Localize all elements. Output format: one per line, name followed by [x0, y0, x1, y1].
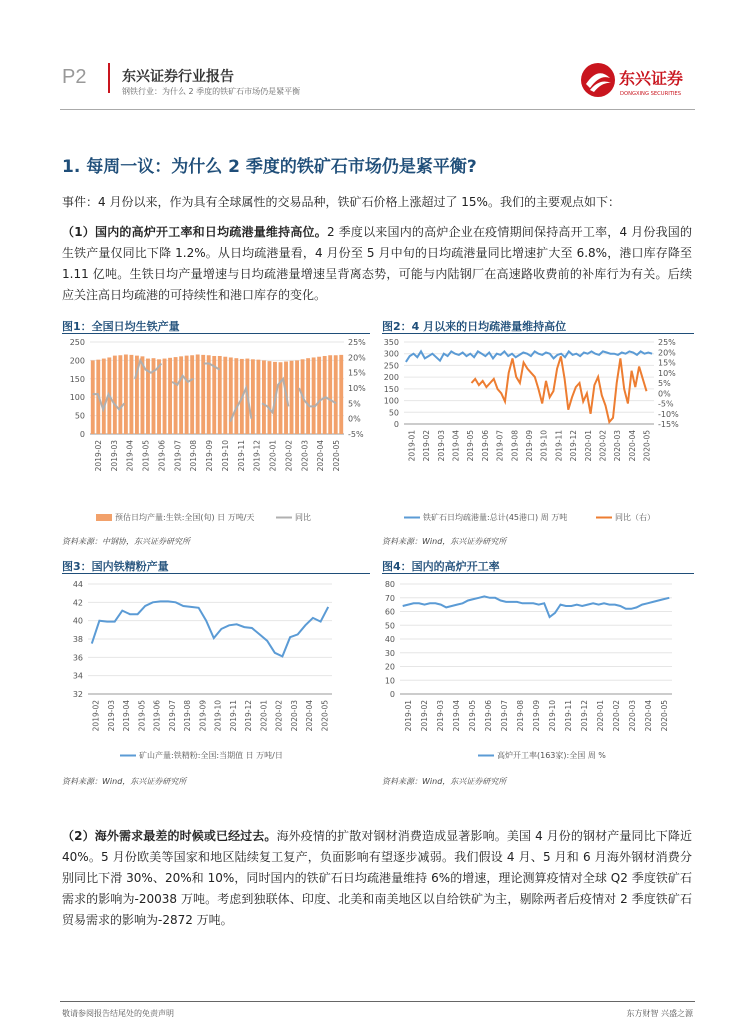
figure-1-title: 图1：全国日均生铁产量 — [62, 320, 180, 333]
bar — [262, 360, 266, 434]
x-tick-label: 2019-04 — [451, 430, 461, 462]
legend-output-swatch — [96, 514, 112, 521]
bar — [323, 356, 327, 434]
x-tick-label: 2019-05 — [137, 700, 147, 732]
x-tick-label: 2019-04 — [125, 440, 135, 472]
bar — [113, 356, 117, 434]
y2-tick-label: 15% — [348, 368, 366, 378]
page-number: P2 — [62, 66, 87, 88]
x-tick-label: 2020-04 — [644, 700, 653, 732]
bar — [185, 356, 189, 434]
point-2-paragraph — [62, 826, 692, 931]
bar — [91, 360, 95, 434]
legend-clearance-label: 铁矿石日均疏港量:总计(45港口) 周 万吨 — [423, 513, 568, 522]
x-tick-label: 2019-05 — [141, 440, 151, 472]
x-tick-label: 2019-11 — [236, 440, 246, 472]
x-tick-label: 2019-08 — [189, 440, 199, 472]
bar — [102, 359, 106, 434]
x-tick-label: 2019-12 — [252, 440, 262, 472]
y2-tick-label: -5% — [658, 399, 674, 409]
y-tick-label: 100 — [69, 393, 85, 403]
y-tick-label: 10 — [384, 676, 395, 686]
yoy-line — [204, 364, 220, 370]
brand-name-en: DONGXING SECURITIES — [620, 91, 682, 97]
legend-yoy-label: 同比 — [295, 513, 311, 522]
bar — [339, 355, 343, 434]
y-tick-label: 40 — [72, 616, 83, 626]
legend-output-label: 预估日均产量:生铁:全国(旬) 日 万吨/天 — [115, 513, 255, 522]
legend-furnace-rate-label: 高炉开工率(163家):全国 周 % — [497, 751, 606, 760]
bar — [328, 355, 332, 434]
x-tick-label: 2019-04 — [452, 700, 461, 732]
chart-pig-iron-output — [62, 336, 372, 528]
y2-tick-label: 0% — [658, 389, 671, 399]
fig-1-rule — [62, 333, 370, 334]
bar — [317, 357, 321, 434]
x-tick-label: 2019-11 — [564, 700, 573, 732]
y-tick-label: 70 — [384, 593, 395, 603]
x-tick-label: 2020-04 — [316, 440, 326, 472]
y2-tick-label: -15% — [658, 420, 679, 429]
y-tick-label: 150 — [69, 374, 85, 384]
figure-3-source: 资料来源：Wind，东兴证券研究所 — [62, 777, 187, 786]
x-tick-label: 2019-09 — [205, 440, 215, 472]
bar — [218, 356, 222, 434]
x-tick-label: 2020-02 — [598, 430, 608, 462]
x-tick-label: 2019-12 — [580, 700, 589, 732]
bar — [268, 361, 272, 434]
report-subtitle: 钢铁行业：为什么 2 季度的铁矿石市场仍是紧平衡 — [122, 87, 301, 96]
y-tick-label: 250 — [69, 338, 85, 347]
x-tick-label: 2019-10 — [548, 700, 557, 732]
legend-yoy-label: 同比（右） — [615, 513, 655, 522]
y-tick-label: 0 — [389, 690, 395, 699]
y2-tick-label: 20% — [658, 348, 676, 358]
bar — [306, 358, 310, 434]
x-tick-label: 2019-12 — [244, 700, 254, 732]
x-tick-label: 2019-09 — [198, 700, 208, 732]
y2-tick-label: 10% — [348, 384, 366, 393]
clearance-line — [406, 351, 652, 362]
x-tick-label: 2019-07 — [500, 700, 509, 732]
x-tick-label: 2019-02 — [420, 700, 429, 732]
bar — [163, 359, 167, 434]
x-tick-label: 2020-01 — [596, 700, 605, 732]
event-paragraph: 事件：4 月份以来，作为具有全球属性的交易品种，铁矿石价格上涨超过了 15%。我们的主要观点如下： — [62, 195, 620, 209]
x-tick-label: 2019-01 — [407, 430, 417, 462]
bar — [223, 357, 227, 434]
chart-blast-furnace-rate — [382, 576, 694, 762]
footer-rule — [60, 1001, 695, 1002]
x-tick-label: 2019-12 — [569, 430, 579, 462]
y-tick-label: 36 — [72, 653, 83, 663]
figure-4-source: 资料来源：Wind，东兴证券研究所 — [382, 777, 507, 786]
x-tick-label: 2019-06 — [484, 700, 493, 732]
x-tick-label: 2019-08 — [183, 700, 193, 732]
y2-tick-label: 25% — [348, 338, 366, 347]
y-tick-label: 50 — [388, 408, 399, 418]
x-tick-label: 2020-04 — [627, 430, 637, 462]
bar — [295, 360, 299, 434]
y-tick-label: 0 — [79, 430, 85, 439]
header-divider — [108, 63, 110, 93]
x-tick-label: 2019-05 — [466, 430, 476, 462]
concentrate-line — [92, 601, 328, 656]
x-tick-label: 2019-03 — [436, 700, 445, 732]
y-tick-label: 0 — [393, 420, 399, 429]
y-tick-label: 250 — [383, 361, 399, 371]
x-tick-label: 2019-03 — [436, 430, 446, 462]
furnace-rate-line — [403, 596, 670, 617]
bar — [279, 362, 283, 434]
x-tick-label: 2019-11 — [228, 700, 238, 732]
x-tick-label: 2019-09 — [525, 430, 534, 462]
bar — [290, 361, 294, 434]
x-tick-label: 2019-07 — [167, 700, 177, 732]
y-tick-label: 60 — [384, 607, 395, 617]
x-tick-label: 2019-02 — [422, 430, 432, 462]
y-tick-label: 38 — [72, 635, 83, 644]
x-tick-label: 2019-05 — [468, 700, 477, 732]
x-tick-label: 2020-04 — [305, 700, 315, 732]
figure-2-title: 图2：4 月以来的日均疏港量维持高位 — [382, 320, 567, 333]
y-tick-label: 200 — [69, 356, 85, 366]
x-tick-label: 2019-06 — [152, 700, 162, 732]
point-2-heading: （2）海外需求最差的时候或已经过去。 — [62, 829, 277, 843]
figure-4-title: 图4：国内的高炉开工率 — [382, 560, 500, 573]
point-1-text: 2 季度以来国内的高炉企业在疫情期间保持高开工率，4 月份我国的生铁产量仅同比下降 1.2%。从日均疏港量看，4 月份至 5 月中旬的日均疏港量同比增速扩大至 6.8%，港口库存降至 1.11 亿吨。生铁日均产量增速与日均疏港量增速呈背离态势，可能与内陆钢厂在高速路收费前的补库行为有关。后续应关注高日均疏港的可持续性和港口库存的变化。 — [62, 225, 692, 302]
y2-tick-label: -5% — [348, 430, 364, 439]
bar — [118, 355, 122, 434]
y2-tick-label: 25% — [658, 338, 676, 347]
x-tick-label: 2020-03 — [628, 700, 637, 732]
header-rule — [60, 109, 695, 110]
point-1-paragraph — [62, 222, 692, 306]
y2-tick-label: 5% — [658, 379, 671, 388]
x-tick-label: 2019-08 — [516, 700, 525, 732]
x-tick-label: 2019-06 — [480, 430, 490, 462]
x-tick-label: 2019-03 — [106, 700, 116, 732]
y-tick-label: 200 — [383, 373, 399, 383]
y2-tick-label: 15% — [658, 358, 676, 368]
bar — [157, 359, 161, 434]
figure-3-title: 图3：国内铁精粉产量 — [62, 560, 169, 573]
bar — [179, 356, 183, 434]
x-tick-label: 2020-02 — [274, 700, 284, 732]
y-tick-label: 50 — [74, 411, 85, 421]
bar — [207, 355, 211, 434]
x-tick-label: 2019-07 — [173, 440, 183, 472]
fig-3-rule — [62, 573, 370, 574]
y-tick-label: 80 — [384, 580, 395, 589]
x-tick-label: 2020-01 — [259, 700, 269, 732]
x-tick-label: 2020-05 — [660, 700, 669, 732]
point-1-heading: （1）国内的高炉开工率和日均疏港量维持高位。 — [62, 225, 327, 239]
bar — [251, 359, 255, 434]
bar — [234, 358, 238, 434]
x-tick-label: 2020-05 — [332, 440, 342, 472]
x-tick-label: 2019-01 — [404, 700, 413, 732]
x-tick-label: 2020-03 — [289, 700, 299, 732]
y-tick-label: 150 — [383, 384, 399, 394]
x-tick-label: 2019-10 — [220, 440, 230, 472]
x-tick-label: 2020-02 — [284, 440, 294, 472]
x-tick-label: 2019-04 — [122, 700, 132, 732]
x-tick-label: 2019-03 — [109, 440, 119, 472]
report-title: 东兴证券行业报告 — [122, 69, 234, 85]
y-tick-label: 44 — [72, 580, 83, 589]
x-tick-label: 2020-05 — [320, 700, 330, 732]
bar — [168, 358, 172, 434]
brand-logo — [578, 58, 690, 102]
y2-tick-label: 0% — [348, 414, 361, 424]
y2-tick-label: 10% — [658, 368, 676, 378]
bar — [190, 355, 194, 434]
brand-name: 东兴证券 — [619, 69, 684, 88]
bar — [129, 355, 133, 434]
x-tick-label: 2019-11 — [554, 430, 564, 462]
y-tick-label: 20 — [384, 662, 395, 672]
chart-iron-concentrate — [62, 576, 372, 762]
x-tick-label: 2019-02 — [93, 440, 103, 472]
x-tick-label: 2019-10 — [539, 430, 549, 462]
x-tick-label: 2019-08 — [510, 430, 520, 462]
legend-concentrate-label: 矿山产量:铁精粉:全国:当期值 日 万吨/日 — [139, 751, 283, 760]
y-tick-label: 32 — [72, 690, 83, 699]
x-tick-label: 2019-02 — [91, 700, 101, 732]
y-tick-label: 50 — [384, 621, 395, 631]
x-tick-label: 2019-07 — [495, 430, 505, 462]
y2-tick-label: -10% — [658, 409, 679, 419]
x-tick-label: 2019-10 — [213, 700, 223, 732]
y-tick-label: 300 — [383, 349, 399, 359]
y-tick-label: 30 — [384, 648, 395, 658]
point-2-text: 海外疫情的扩散对钢材消费造成显著影响。美国 4 月份的钢材产量同比下降近 40%。5 月份欧美等国家和地区陆续复工复产，负面影响有望逐步减弱。我们假设 4 月、5 月和 6 月海外钢材消费分别同比下滑 30%、20%和 10%，同时国内的铁矿石日均疏港量维持 6%的增速，理论测算疫情对全球 Q2 季度铁矿石需求的影响为-20038 万吨。考虑到独联体、印度、北美和南美地区以自给铁矿为主，剔除两者后疫情对 2 季度铁矿石贸易需求的影响为-2872 万吨。 — [62, 829, 692, 927]
bar — [312, 357, 316, 434]
x-tick-label: 2020-01 — [268, 440, 278, 472]
bar — [174, 357, 178, 434]
y2-tick-label: 5% — [348, 399, 361, 409]
figure-1-source: 资料来源：中钢协，东兴证券研究所 — [62, 537, 190, 546]
footer-slogan: 东方财智 兴盛之源 — [626, 1009, 693, 1018]
x-tick-label: 2019-06 — [157, 440, 167, 472]
fig-2-rule — [382, 333, 694, 334]
bar — [201, 355, 205, 434]
bar — [256, 360, 260, 434]
x-tick-label: 2020-03 — [300, 440, 310, 472]
figure-2-source: 资料来源：Wind，东兴证券研究所 — [382, 537, 507, 546]
bar — [124, 355, 128, 434]
x-tick-label: 2020-01 — [583, 430, 593, 462]
fig-4-rule — [382, 573, 694, 574]
section-title: 1. 每周一议：为什么 2 季度的铁矿石市场仍是紧平衡? — [62, 157, 477, 177]
y2-tick-label: 20% — [348, 353, 366, 363]
bar — [229, 357, 233, 434]
x-tick-label: 2020-02 — [612, 700, 621, 732]
y-tick-label: 40 — [384, 635, 395, 644]
y-tick-label: 42 — [72, 598, 83, 608]
y-tick-label: 350 — [383, 338, 399, 347]
x-tick-label: 2020-03 — [613, 430, 623, 462]
footer-disclaimer: 敬请参阅报告结尾处的免责声明 — [62, 1009, 174, 1018]
y-tick-label: 34 — [72, 671, 83, 681]
x-tick-label: 2019-09 — [532, 700, 541, 732]
logo-mark-icon — [581, 63, 615, 97]
x-tick-label: 2020-05 — [642, 430, 652, 462]
chart-port-clearance — [382, 336, 694, 528]
bar — [196, 355, 200, 434]
y-tick-label: 100 — [383, 396, 399, 406]
bar — [334, 355, 338, 434]
